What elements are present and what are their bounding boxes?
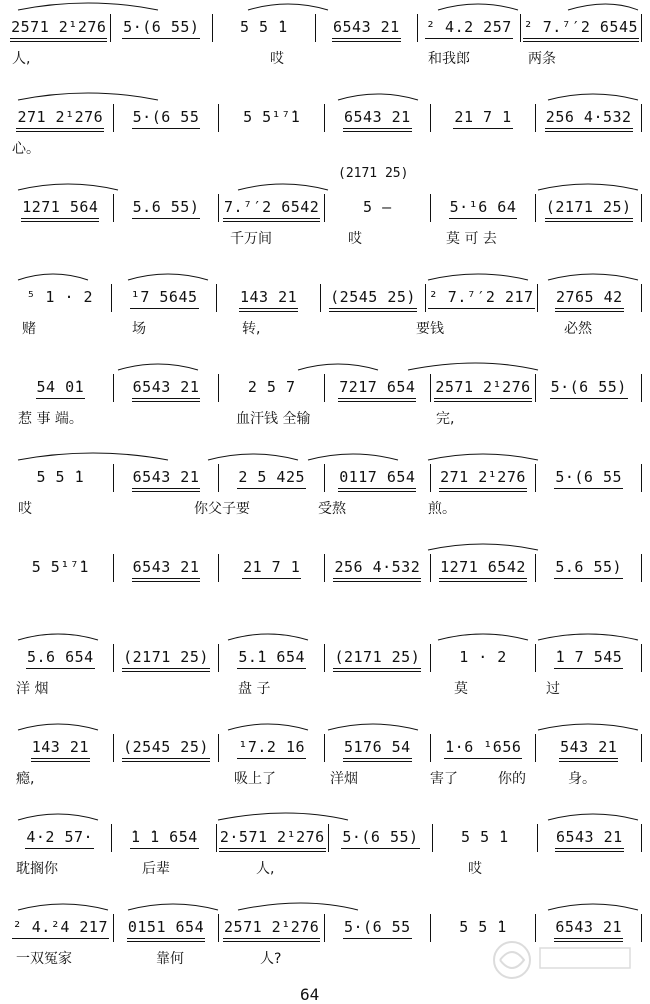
measure: ² 7.⁷′2 217 <box>425 284 537 312</box>
measure: (2545 25) <box>113 734 219 762</box>
measure: 21 7 1 <box>430 104 536 132</box>
measure: 543 21 <box>535 734 642 762</box>
measure: 5 — <box>324 194 430 222</box>
lyrics-line <box>8 858 642 880</box>
lyrics-line <box>8 228 642 250</box>
measure: ⁵ 1 · 2 <box>26 288 94 306</box>
measure: 256 4·532 <box>535 104 642 132</box>
measure: 5 5 ̇1 <box>212 14 315 42</box>
notation-line <box>8 188 642 222</box>
lyrics-line <box>8 768 642 790</box>
measure: 5·(6 55 <box>535 464 642 492</box>
notation-line <box>8 548 642 582</box>
lyric: 人, <box>256 861 275 877</box>
measure: 5.6 55) <box>113 194 219 222</box>
measure: 6543 21 <box>113 464 219 492</box>
measure: 143 21 <box>216 284 320 312</box>
measure: 4·2 57· <box>8 824 111 852</box>
measure: (2171 25) <box>324 644 430 672</box>
measure: ¹7 5645 <box>111 284 215 312</box>
measure: 54 0̇1 <box>8 374 113 402</box>
measure: 5 5¹⁷̇1 <box>218 104 324 132</box>
measure: 2 5 7 <box>218 374 324 402</box>
measure: (2545 25) <box>320 284 424 312</box>
measure: ² 4.2 257 <box>417 14 520 42</box>
lyric: 哎 <box>18 501 32 517</box>
lyric: 后辈 <box>142 861 170 877</box>
lyric: 洋烟 <box>330 771 358 787</box>
lyrics-line <box>8 678 642 700</box>
measure: 5 5 ̇1 <box>430 914 536 942</box>
measure: 2571 2¹276 <box>430 374 536 402</box>
measure: 2571 2¹276 <box>8 14 110 42</box>
measure: 5 5¹⁷̇1 <box>31 558 89 576</box>
lyric: 场 <box>132 321 146 337</box>
measure: 2765 42 <box>537 284 642 312</box>
measure: 0151 654 <box>113 914 219 942</box>
measure: 5.̇1 654 <box>218 644 324 672</box>
notation-line <box>8 458 642 492</box>
measure: 6543 21 <box>113 554 219 582</box>
lyric: 受熬 <box>318 501 346 517</box>
lyric: 人? <box>260 951 282 967</box>
measure: 2571 2¹276 <box>218 914 324 942</box>
lyrics-line <box>8 138 642 160</box>
notation-line <box>8 908 642 942</box>
lyric: 必然 <box>564 321 592 337</box>
lyric: 莫 <box>454 681 468 697</box>
lyric: 吸上了 <box>234 771 276 787</box>
lyric: 血汗钱 全输 <box>236 411 311 427</box>
measure: 5.6 654 <box>8 644 113 672</box>
measure: 6543 21 <box>315 14 418 42</box>
measure: 271 2¹276 <box>430 464 536 492</box>
measure: 2 5 425 <box>218 464 324 492</box>
lyric: 人, <box>12 51 31 67</box>
measure: ̇1·6 ¹656 <box>430 734 536 762</box>
lyric: 洋 烟 <box>16 681 49 697</box>
measure: ¹7.2 16 <box>218 734 324 762</box>
notation-line <box>8 278 642 312</box>
lyric: 莫 可 去 <box>446 231 497 247</box>
lyric: 惹 事 端。 <box>18 411 83 427</box>
measure: 256 4·532 <box>324 554 430 582</box>
notation-line <box>8 638 642 672</box>
lyric: 心。 <box>12 141 40 157</box>
lyrics-line <box>8 408 642 430</box>
measure: ² 4.²4 217 <box>8 914 113 942</box>
lyric: 两条 <box>528 51 556 67</box>
lyric: 哎 <box>468 861 482 877</box>
lyric: 一双冤家 <box>16 951 72 967</box>
lyric: 你的 <box>498 771 526 787</box>
lyric: 和我郎 <box>428 51 470 67</box>
lyric: 身。 <box>568 771 596 787</box>
measure: 5·(6 55) <box>328 824 432 852</box>
lyric: 要钱 <box>416 321 444 337</box>
lyric: 煎。 <box>428 501 456 517</box>
measure: 2·571 2¹276 <box>216 824 328 852</box>
notation-line <box>8 368 642 402</box>
lyric: 瘾, <box>16 771 35 787</box>
measure: 6543 21 <box>324 104 430 132</box>
measure: 21 7 1 <box>218 554 324 582</box>
lyric: 过 <box>546 681 560 697</box>
measure: 5·¹6 64 <box>430 194 536 222</box>
measure: 5·(6 55) <box>110 14 213 42</box>
lyric: 完, <box>436 411 455 427</box>
lyric: 哎 <box>270 51 284 67</box>
measure: 7217 654 <box>324 374 430 402</box>
lyric: 千万间 <box>230 231 272 247</box>
measure: 5176 54 <box>324 734 430 762</box>
measure: 5·(6 55 <box>113 104 219 132</box>
measure: 6543 21 <box>537 824 642 852</box>
lyric: 哎 <box>348 231 362 247</box>
notation-line <box>8 728 642 762</box>
measure: 5·(6 55 <box>324 914 430 942</box>
measure: 143 21 <box>8 734 113 762</box>
measure: 7.⁷′2 6542 <box>218 194 324 222</box>
measure: ² 7.⁷′2 6545 <box>520 14 642 42</box>
measure: 5 5 ̇1 <box>36 468 85 486</box>
measure: 0117 654 <box>324 464 430 492</box>
lyric: 赌 <box>22 321 36 337</box>
lyric: 害了 <box>430 771 458 787</box>
measure: 5·(6 55) <box>535 374 642 402</box>
lyric: 靠何 <box>156 951 184 967</box>
lyric: 转, <box>242 321 261 337</box>
lyric: 盘 子 <box>238 681 271 697</box>
notation-line <box>8 98 642 132</box>
lyrics-line <box>8 498 642 520</box>
measure: ̇1 7 545 <box>535 644 642 672</box>
lyrics-line <box>8 48 642 70</box>
lyrics-line <box>8 318 642 340</box>
measure: 5 5 ̇1 <box>432 824 536 852</box>
inset-note: (2171 25) <box>338 166 409 181</box>
measure: (2171 25) <box>113 644 219 672</box>
measure: 1 · 2 <box>430 644 536 672</box>
measure: ̇1 ̇1 654 <box>111 824 215 852</box>
measure: (2171 25) <box>535 194 642 222</box>
page-number: 64 <box>300 985 320 1004</box>
lyric: 耽搁你 <box>16 861 58 877</box>
measure: 1271 564 <box>8 194 113 222</box>
notation-line <box>8 8 642 42</box>
notation-line <box>8 818 642 852</box>
measure: 271 2¹276 <box>8 104 113 132</box>
measure: 5.6 55) <box>535 554 642 582</box>
lyric: 你父子要 <box>194 501 250 517</box>
measure: 1271 6542 <box>430 554 536 582</box>
watermark-logo-icon <box>490 938 640 982</box>
measure: 6543 21 <box>535 914 642 942</box>
measure: 6543 21 <box>113 374 219 402</box>
